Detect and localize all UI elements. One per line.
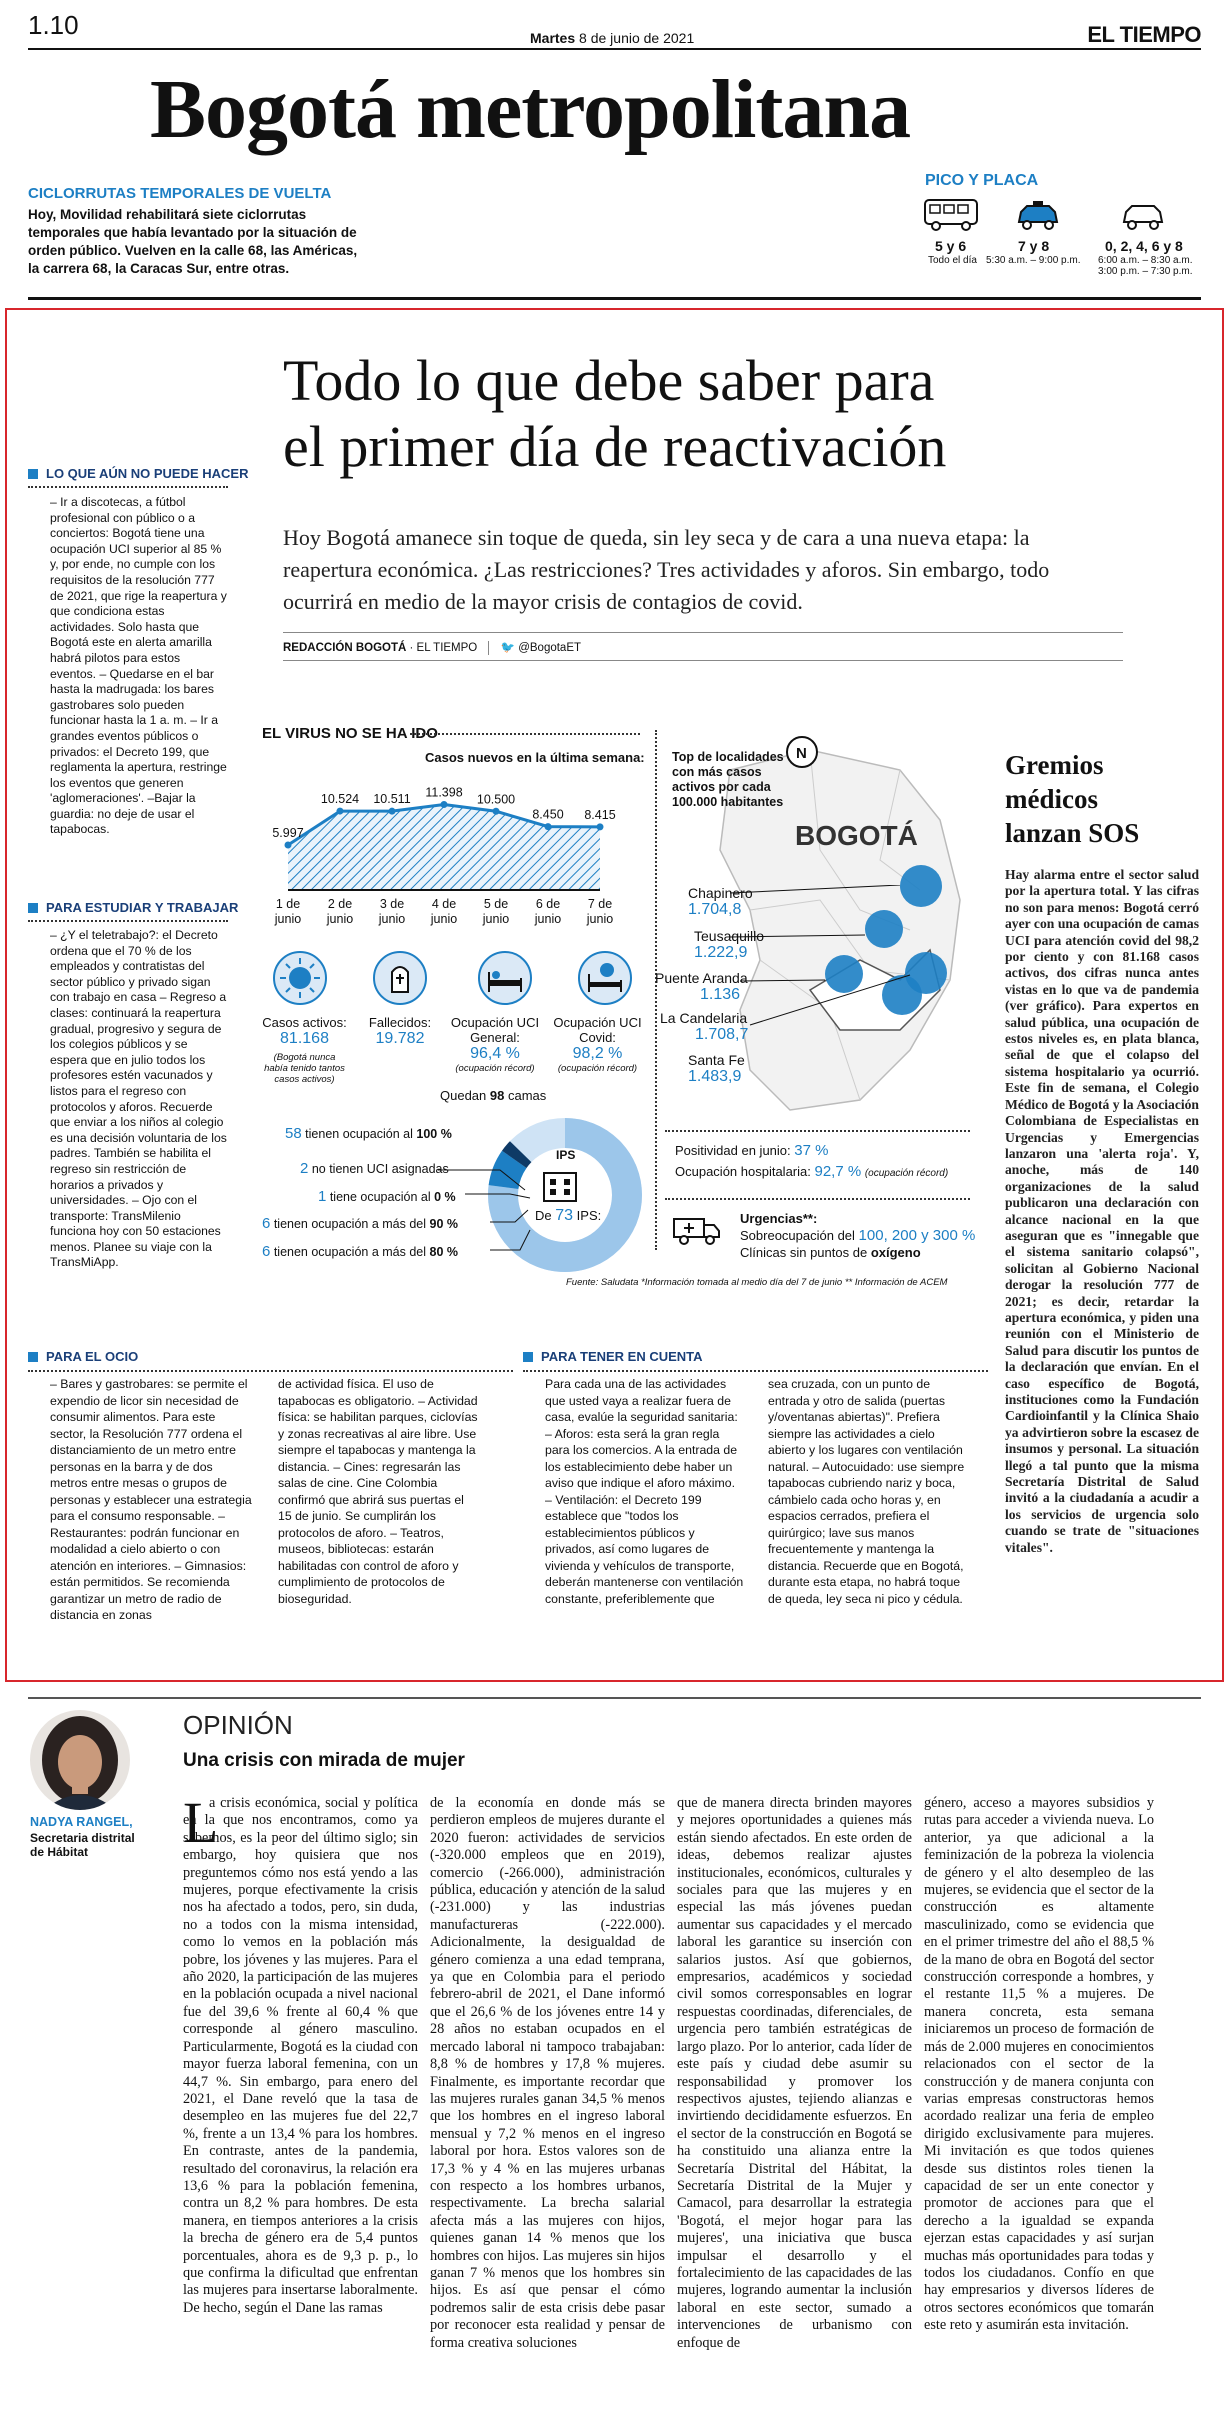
chart-value-label: 8.415 — [584, 807, 616, 822]
chart-caption: Casos nuevos en la última semana: — [425, 750, 645, 765]
localidad-name: Santa Fe — [688, 1052, 745, 1068]
cuenta-col-1: Para cada una de las actividades que usted vaya a realizar fuera de casa, evalúe la seguridad sanitaria: – Aforos: esta será la gran regla para los comercios. A la entrada de los establecimiento debe haber un aviso que indique el aforo máximo. – Ventilación: el Decreto 199 establece que "todos los establecimientos públicos y privados, así como lugares de vivienda y vehículos de transporte, deberán mantenerse con ventilación constante, preferiblemente que — [545, 1377, 744, 1606]
brand-logo: EL TIEMPO — [1087, 22, 1201, 47]
urgencias-line-1 — [740, 1227, 975, 1244]
ips-num: 2 — [300, 1160, 309, 1177]
ips-pct: 0 % — [434, 1190, 456, 1204]
ips-pct: 90 % — [429, 1217, 458, 1231]
section-bullet — [28, 469, 38, 479]
positividad — [675, 1142, 828, 1159]
quedan-number: 98 — [489, 1088, 505, 1103]
section-header-label: PARA ESTUDIAR Y TRABAJAR — [46, 900, 239, 915]
pico-schedule-3: 6:00 a.m. – 8:30 a.m. 3:00 p.m. – 7:30 p.m. — [1098, 255, 1193, 277]
pico-digits-1: 5 y 6 — [935, 238, 967, 254]
stat-note: (ocupación récord) — [557, 1063, 638, 1074]
opinion-col-3: que de manera directa brinden mayores y mejores oportunidades a quienes más están siendo afectados. En este orden de ideas, debemos realizar ajustes institucionales, económicos, culturales y sociales para que las mujeres y en especial las más jóvenes puedan aumentar sus capacidades y el mercado laboral les garantice su inserción con salarios justos. Así que gobiernos, empresarios, académicos y sociedad civil somos corresponsables en lograr respuestas coordinadas, diferenciales, de urgencia pero también estratégicas de largo plazo. Por lo anterior, cada líder de este país y ciudad debe asumir su responsabilidad y promover los respectivos ajustes, tejiendo alianzas e invirtiendo decididamente esfuerzos. En el sector de la construcción en Bogotá se ha constituido una alianza entre la Secretaría Distrital del Hábitat, la Secretaría Distrital de la Mujer y Camacol, para desarrollar la estrategia 'Bogotá, el mejor hogar para las mujeres', una iniciativa que busca impulsar el desarrollo y el fortalecimiento de las capacidades de las mujeres, logrando aumentar la inclusión laboral en este sector, sumado a intervenciones de urbanismo con enfoque de — [677, 1795, 912, 2351]
byline-rule-bottom — [283, 660, 1123, 661]
localidad-value: 1.704,8 — [688, 901, 742, 918]
stat-note: (Bogotá nunca había tenido tantos casos activos) — [264, 1052, 345, 1085]
ips-text: no tienen UCI asignadas — [311, 1162, 449, 1176]
virus-icon — [272, 950, 328, 1011]
map-localidad-1 — [688, 885, 753, 919]
opinion-col-2: de la economía en donde más se perdieron empleos de mujeres durante el 2020 fueron: actividades de servicios (-320.000 empleos que en 2019), comercio (-266.000), administración pública, educación y atención de la salud (-231.000) y las industrias manufactureras (-222.000). Adicionalmente, la desigualdad de género comienza a una edad temprana, ya que en Colombia para el periodo febrero-abril de 2021, el Dane informó que el 26,6 % de los jóvenes entre 14 y 28 años no estaban ocupados en el mercado laboral ni tampoco trabajaban: 8,8 % de hombres y 17,8 % mujeres. Finalmente, es importante recordar que las mujeres rurales ganan 34,5 % menos que los hombres en el ingreso laboral mensual y 7,2 % menos en el ingreso laboral por hora. Estos valores son de 17,3 % y 4 % en las mujeres urbanas con respecto a los hombres urbanos, respectivamente. La brecha salarial afecta más a las mujeres con hijos, quienes ganan 14 % menos que los hombres con hijos. Las mujeres sin hijos ganan 7 % menos que los hombres sin hijos. Es así que pensar el cómo podremos salir de esta crisis debe pasar por reconocer esta realidad y pensar de forma creativa soluciones — [430, 1795, 665, 2351]
positividad-label: Positividad en junio: — [675, 1143, 791, 1158]
chart-tick-label: 1 de — [275, 897, 301, 911]
virus-bed-icon — [577, 950, 633, 1011]
chart-tick-label: 2 de — [327, 897, 353, 911]
ips-text: tiene ocupación al — [329, 1190, 431, 1204]
author-photo — [30, 1710, 130, 1810]
gremios-title: Gremios médicos lanzan SOS — [1005, 750, 1140, 848]
pico-schedule-1: Todo el día — [928, 255, 977, 266]
ocio-col-2: de actividad física. El uso de tapabocas es obligatorio. – Actividad física: se habilitan parques, ciclovías y zonas recreativas al aire libre. Use siempre el tapabocas y mantenga la distancia. – Cines: regresarán las salas de cine. Cine Colombia confirmó que abrirá sus puertas el 15 de junio. Se cumplirán los protocolos de aforo. – Teatros, museos, bibliotecas: estarán habilitadas con control de aforo y cumplimiento de protocolos de bioseguridad. — [278, 1377, 478, 1606]
stat-label: Ocupación UCI General: — [450, 1015, 540, 1045]
urgencias-values: 100, 200 y 300 % — [858, 1227, 976, 1244]
section-header-estudiar — [28, 900, 238, 915]
twitter-icon: 🐦 — [500, 642, 515, 654]
section-rule — [28, 920, 228, 922]
chart-tick-label: junio — [482, 912, 510, 926]
header-rule — [28, 48, 1201, 50]
stat-value: 98,2 % — [572, 1045, 623, 1062]
ambulance-icon — [672, 1213, 722, 1250]
chart-tick-label: junio — [586, 912, 614, 926]
headline-line-2: el primer día de reactivación — [283, 414, 947, 479]
ips-prefix: De — [535, 1208, 552, 1223]
localidad-value: 1.136 — [700, 986, 741, 1003]
pico-schedule-2: 5:30 a.m. – 9:00 p.m. — [986, 255, 1081, 266]
ocupacion-hosp — [675, 1163, 948, 1180]
ocupacion-label: Ocupación hospitalaria: — [675, 1164, 811, 1179]
section-header-no-puede — [28, 466, 248, 481]
map-localidad-4 — [660, 1010, 748, 1044]
chart-value-label: 10.511 — [373, 792, 411, 807]
byline-rule-top — [283, 632, 1123, 633]
ips-label: IPS — [556, 1148, 576, 1162]
ips-row-5 — [262, 1243, 458, 1260]
localidad-value: 1.708,7 — [695, 1026, 749, 1043]
chart-tick-label: junio — [534, 912, 562, 926]
ciclorrutas-title: CICLORRUTAS TEMPORALES DE VUELTA — [28, 185, 332, 202]
stat-uci-general — [440, 1015, 550, 1074]
section-header-label: PARA EL OCIO — [46, 1349, 139, 1364]
opinion-col-1: a crisis económica, social y política en la que nos encontramos, como ya sabemos, es la peor del último siglo; sin embargo, hoy quisiera que nos preguntemos cómo nos está yendo a las mujeres, porque efectivamente la crisis nos ha afectado a todos, pero, sin duda, no a todos con la misma intensidad, como lo vemos en la población más pobre, los jóvenes y las mujeres. Para el año 2020, la participación de las mujeres en la población ocupada a nivel nacional fue del 39,6 % frente al 60,4 % que corresponde al género masculino. Particularmente, Bogotá es la ciudad con mayor fuerza laboral femenina, con un 44,7 %. Sin embargo, para enero del 2021, el Dane reveló que la tasa de desempleo en las mujeres fue del 22,7 %, frente a un 13,4 % para los hombres. En contraste, antes de la pandemia, resultado del coronavirus, la relación era 13,6 % para la población femenina, contra un 8,2 % para hombres. De esta manera, en tiempos anteriores a la crisis la brecha de género era de 5,4 puntos porcentuales, ahora es de 9,3 p. p., lo que confirma la dificultad que enfrentan las mujeres para insertarse laboralmente. De hecho, según el Dane las ramas — [183, 1795, 418, 2316]
stat-icons — [262, 950, 642, 1010]
urgencias — [740, 1210, 975, 1261]
section-rule — [523, 1370, 988, 1372]
page-number: 1.10 — [28, 10, 79, 40]
virus-title: EL VIRUS NO SE HA IDO — [262, 725, 438, 742]
map-localidad-5 — [688, 1052, 745, 1086]
author-role: Secretaria distrital de Hábitat — [30, 1831, 135, 1859]
ips-building-icon — [540, 1165, 580, 1208]
twitter-handle: @BogotaET — [518, 642, 582, 654]
map-rule-1 — [665, 1130, 970, 1132]
stat-label: Ocupación UCI Covid: — [553, 1015, 642, 1045]
headline-line-1: Todo lo que debe saber para — [283, 348, 935, 413]
chart-point — [545, 823, 552, 830]
ocupacion-note: (ocupación récord) — [864, 1168, 949, 1179]
opinion-title: Una crisis con mirada de mujer — [183, 1750, 465, 1771]
chart-tick-label: junio — [274, 912, 302, 926]
localidad-value: 1.483,9 — [688, 1068, 742, 1085]
quedan-suffix: camas — [507, 1088, 547, 1103]
byline-separator — [488, 641, 489, 655]
lead-paragraph: Hoy Bogotá amanece sin toque de queda, sin ley seca y de cara a una nueva etapa: la reapertura económica. ¿Las restricciones? Tres actividades y aforos. Sin embargo, todo ocurrirá en medio de la mayor crisis de contagios de covid. — [283, 525, 1050, 614]
urgencias-text: Sobreocupación del — [740, 1228, 855, 1243]
headline — [283, 348, 946, 480]
chart-tick-label: junio — [378, 912, 406, 926]
map-localidad-2 — [694, 928, 764, 962]
ocio-col-1: – Bares y gastrobares: se permite el expendio de licor sin necesidad de consumir alimentos. Para este sector, la Resolución 777 ordena el distanciamiento de un metro entre personas en la barra y de dos metros entre mesas o grupos de personas y establecer una estrategia para el consumo responsable. – Restaurantes: podrán funcionar en modalidad a cielo abierto o con atención en interiores. – Gimnasios: están permitidos. Se recomienda garantizar un metro de radio de distancia en zonas — [50, 1377, 252, 1622]
ciclorrutas-text: Hoy, Movilidad rehabilitará siete ciclorrutas temporales que había levantado por la situación de orden público. Vuelven en la calle 68, las Américas, la carrera 68, la Caracas Sur, entre otras. — [28, 207, 358, 276]
chart-tick-label: 6 de — [535, 897, 561, 911]
drop-cap: L — [183, 1790, 219, 1855]
stat-note: (ocupación récord) — [455, 1063, 535, 1074]
ips-suffix: IPS: — [576, 1208, 602, 1223]
urgencias-oxigeno: oxígeno — [870, 1245, 921, 1260]
date-weekday: Martes — [530, 30, 576, 46]
urgencias-text: Clínicas sin puntos de — [740, 1245, 868, 1260]
byline-author: REDACCIÓN BOGOTÁ — [283, 642, 407, 654]
ips-num: 6 — [262, 1243, 271, 1260]
section-bullet — [523, 1352, 533, 1362]
chart-value-label: 8.450 — [532, 807, 564, 822]
chart-point — [493, 808, 500, 815]
positividad-value: 37 % — [794, 1142, 829, 1159]
map-rule-2 — [665, 1198, 970, 1200]
map-localidad-3 — [655, 970, 748, 1004]
taxi-icon — [1013, 198, 1063, 237]
opinion-col-4: género, acceso a mayores subsidios y rutas para acceder a vivienda nueva. Lo anterior, ya que adicional a la feminización de la pobreza la violencia de género y el alto desempleo de las mujeres, se evidencia que el sector de la construcción es altamente masculinizado, como se evidencia que en el primer trimestre del año el 88,5 % de la mano de obra en Bogotá del sector construcción corresponde a hombres, y el restante 11,5 % a mujeres. De manera concreta, esta semana iniciaremos un proceso de formación de más de 2.000 mujeres en conocimientos relacionados con el sector de la construcción y de manera conjunta con varias empresas constructoras hemos acordado realizar una feria de empleo dirigido exclusivamente para mujeres. Mi invitación es que todos quienes desde sus distintos roles tienen la capacidad de ser un ente conector y promotor de acciones para que el derecho a la igualdad se expanda ejerzan estas capacidades y así surjan muchas más oportunidades para todas y todos los ciudadanos. Confío en que hay empresarios y diversos líderes de otros sectores económicos que tomarán este reto y asumirán esta invitación. — [924, 1795, 1154, 2334]
pico-digits-2: 7 y 8 — [1018, 238, 1050, 254]
chart-value-label: 10.500 — [476, 792, 516, 807]
opinion-label: OPINIÓN — [183, 1710, 293, 1740]
hospital-bed-icon — [477, 950, 533, 1011]
virus-title-rule — [410, 733, 640, 735]
ips-num: 1 — [318, 1188, 327, 1205]
byline — [283, 640, 581, 655]
ips-text: tienen ocupación a más del — [273, 1245, 427, 1259]
section-header-label: LO QUE AÚN NO PUEDE HACER — [46, 466, 249, 481]
stat-label: Casos activos: — [262, 1015, 347, 1030]
section-bullet — [28, 1352, 38, 1362]
quedan-camas — [440, 1088, 546, 1103]
ips-row-1 — [285, 1125, 452, 1142]
compass-label: N — [796, 745, 807, 762]
ips-text: tienen ocupación a más del — [273, 1217, 427, 1231]
chart-value-label: 10.524 — [320, 792, 360, 807]
stat-value: 81.168 — [280, 1030, 329, 1047]
chart-value-label: 11.398 — [425, 785, 463, 800]
ips-num: 6 — [262, 1215, 271, 1232]
ips-total — [535, 1207, 601, 1225]
date-text: 8 de junio de 2021 — [579, 30, 695, 46]
map-leader-lines — [730, 885, 950, 1055]
stat-casos-activos — [262, 1015, 347, 1085]
no-puede-text: – Ir a discotecas, a fútbol profesional con público o a conciertos: Bogotá tiene una ocupación UCI superior al 85 % y, por ende, no cumple con los requisitos de la resolución 777 de 2021, que rige la reapertura y que condiciona estas actividades. Solo hasta que Bogotá este en alerta amarilla habrá pilotos para estos eventos. – Quedarse en el bar hasta la madrugada: los bares gastrobares solo pueden funcionar hasta la 1 a. m. – Ir a grandes eventos públicos o privados: el Decreto 199, que reglamenta la apertura, restringe los eventos que generen 'aglomeraciones'. –Bajar la guardia: no deje de usar el tapabocas. — [50, 495, 227, 837]
gremios-text: Hay alarma entre el sector salud por la apertura total. Y las cifras no son para menos: Bogotá cerró ayer con una ocupación de camas UCI para atención covid del 98,2 por ciento y con 81.168 casos activos, dos cifras nunca antes vistas en lo que va de pandemia (ver gráfico). Para expertos en salud pública, una ocupación de estos niveles es, en plata blanca, señal de que el colapso del sistema hospitalario ya ocurrió. Este fin de semana, el Colegio Médico de Bogotá y la Asociación Colombiana de Especialistas en Urgencias y Emergencias lanzaron una 'alerta roja'. Y, anoche, más de 140 organizaciones de la salud publicaron una declaración con alcance nacional en la que aseguran que es "innegable que el sistema sanitario colapsó", solicitan al Gobierno Nacional derogar la resolución 777 de 2021; es decir, retardar la apertura económica, y piden una reunión con el Ministerio de Salud para discutir los puntos de la declaración que envían. En el caso específico de Bogotá, instituciones como la Fundación Cardioinfantil y la Clínica Shaio ya advirtieron sobre la escasez de insumos y personal. La situación llegó a tal punto que la misma Secretaría Distrital de Salud invitó a la ciudadanía a acudir a los servicios de urgencia solo cuando se trate de "situaciones vitales". — [1005, 867, 1199, 1555]
opinion-rule — [28, 1697, 1201, 1699]
stat-label: Fallecidos: — [368, 1015, 432, 1030]
section-bullet — [28, 903, 38, 913]
localidad-name: Chapinero — [688, 885, 753, 901]
ips-pct: 80 % — [429, 1245, 458, 1259]
chart-tick-label: junio — [326, 912, 354, 926]
chart-point — [441, 801, 448, 808]
pico-placa — [918, 198, 1208, 278]
section-header-ocio — [28, 1349, 138, 1364]
tombstone-icon — [372, 950, 428, 1011]
localidad-name: La Candelaria — [660, 1010, 748, 1026]
chart-point — [597, 823, 604, 830]
ips-row-4 — [262, 1215, 458, 1232]
localidad-value: 1.222,9 — [694, 944, 748, 961]
section-rule — [28, 486, 228, 488]
chart-point — [285, 842, 292, 849]
pico-placa-title: PICO Y PLACA — [925, 172, 1039, 189]
cuenta-col-2: sea cruzada, con un punto de entrada y otro de salida (puertas y/oventanas abiertas)". Prefiera siempre las actividades a cielo abierto y los lugares con ventilación natural. – Autocuidado: use siempre tapabocas cubriendo nariz y boca, cámbielo cada ocho horas y, en espacios cerrados, prefiera el quirúrgico; lave sus manos frecuentemente y mantenga la distancia. Recuerde que en Bogotá, durante esta etapa, no habrá toque de queda, ley seca ni pico y cédula. — [768, 1377, 965, 1606]
source-note: Fuente: Saludata *Información tomada al medio día del 7 de junio ** Información de ACEM — [566, 1277, 948, 1288]
ips-text: tienen ocupación al — [305, 1127, 413, 1141]
chart-tick-label: 3 de — [379, 897, 405, 911]
ips-row-2 — [300, 1160, 449, 1177]
stat-fallecidos — [360, 1015, 440, 1048]
section-rule — [28, 1370, 513, 1372]
ips-leader-lines — [430, 1130, 540, 1260]
section-header-label: PARA TENER EN CUENTA — [541, 1349, 703, 1364]
chart-tick-label: 5 de — [483, 897, 509, 911]
map-city: BOGOTÁ — [795, 820, 918, 851]
quedan-label: Quedan — [440, 1088, 487, 1103]
chart-tick-label: 7 de — [587, 897, 613, 911]
header-bottom-rule — [28, 297, 1201, 300]
date-line — [530, 30, 694, 46]
bus-icon — [923, 198, 979, 237]
section-header-cuenta — [523, 1349, 703, 1364]
ips-num: 58 — [285, 1125, 302, 1142]
ips-total-number: 73 — [555, 1207, 574, 1224]
localidad-name: Puente Aranda — [655, 970, 748, 986]
chart-point — [389, 808, 396, 815]
stat-value: 19.782 — [375, 1030, 425, 1047]
byline-paper: · EL TIEMPO — [409, 642, 478, 654]
localidad-name: Teusaquillo — [694, 928, 765, 944]
ocupacion-value: 92,7 % — [814, 1163, 862, 1180]
cases-chart — [262, 770, 642, 960]
urgencias-title: Urgencias**: — [740, 1211, 818, 1226]
author-name: NADYA RANGEL, — [30, 1815, 133, 1829]
estudiar-text: – ¿Y el teletrabajo?: el Decreto ordena que el 70 % de los empleados y contratistas del sector público y privado sigan con trabajo en casa – Regreso a clases: continuará la reapertura gradual, progresivo y segura de los colegios públicos y se espera que en julio todos los profesores estén vacunados y listos para el regreso con protocolos y aforos. Recuerde que enviar a los niños al colegio es una decisión voluntaria de los padres. También se habilita el regreso sin restricción de horarios a privados y universidades. – Ojo con el transporte: TransMilenio funciona hoy con 50 estaciones menos. Planee su viaje con la TransMiApp. — [50, 928, 227, 1270]
stat-uci-covid — [550, 1015, 645, 1074]
chart-tick-label: 4 de — [431, 897, 457, 911]
stat-value: 96,4 % — [470, 1045, 520, 1062]
ips-pct: 100 % — [416, 1127, 452, 1141]
section-title: Bogotá metropolitana — [150, 63, 911, 156]
chart-tick-label: junio — [430, 912, 458, 926]
car-icon — [1118, 198, 1168, 237]
chart-value-label: 5.997 — [272, 826, 304, 841]
chart-point — [337, 808, 344, 815]
pico-digits-3: 0, 2, 4, 6 y 8 — [1105, 238, 1183, 254]
map-title: Top de localidades con más casos activos por cada 100.000 habitantes — [672, 750, 784, 809]
urgencias-line-2 — [740, 1244, 975, 1261]
